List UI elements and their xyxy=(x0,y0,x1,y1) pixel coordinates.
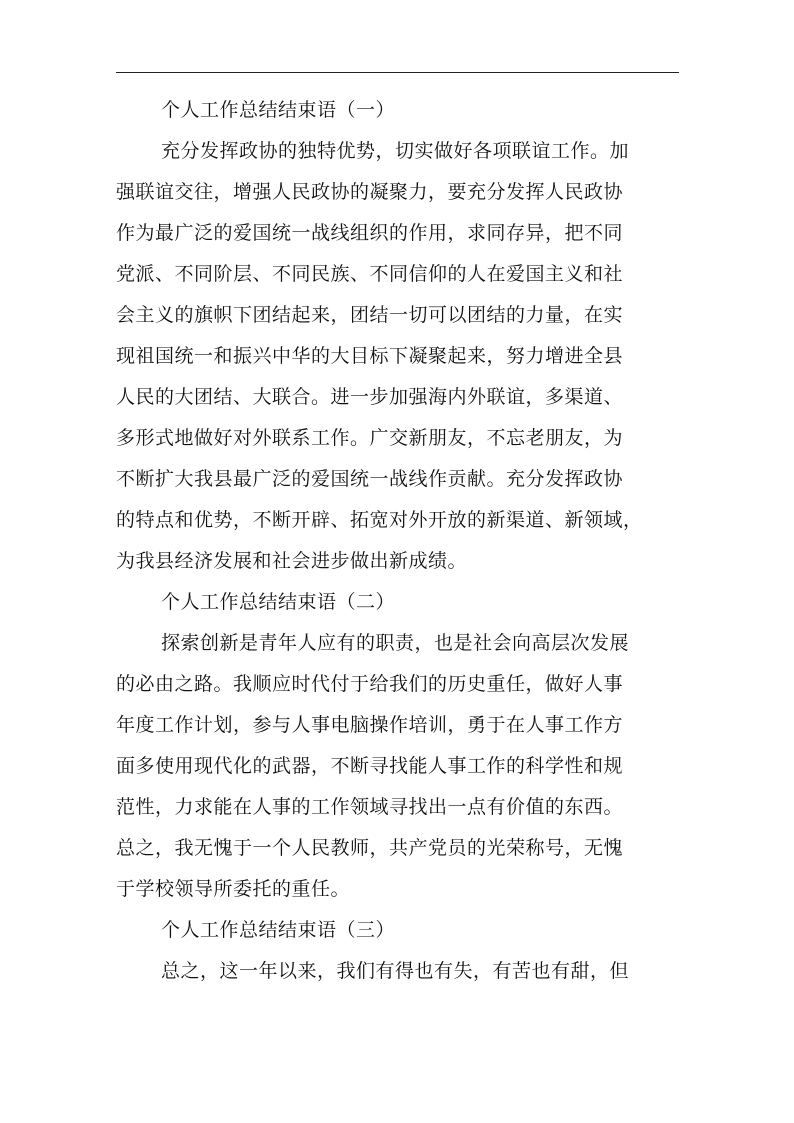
paragraph-2-line: 范性，力求能在人事的工作领域寻找出一点有价值的东西。 xyxy=(116,796,624,818)
paragraph-1-line: 多形式地做好对外联系工作。广交新朋友，不忘老朋友，为 xyxy=(116,427,624,449)
paragraph-1-line: 党派、不同阶层、不同民族、不同信仰的人在爱国主义和社 xyxy=(116,263,624,285)
paragraph-1-line: 充分发挥政协的独特优势，切实做好各项联谊工作。加 xyxy=(161,140,630,162)
paragraph-2-line: 的必由之路。我顺应时代付于给我们的历史重任，做好人事 xyxy=(116,673,624,695)
paragraph-2-line: 于学校领导所委托的重任。 xyxy=(116,878,351,900)
document-body xyxy=(116,90,679,992)
paragraph-2-line: 探索创新是青年人应有的职责，也是社会向高层次发展 xyxy=(161,632,630,654)
section-heading-3: 个人工作总结结束语（三） xyxy=(161,919,396,941)
paragraph-1-line: 会主义的旗帜下团结起来，团结一切可以团结的力量，在实 xyxy=(116,304,624,326)
paragraph-1-line: 不断扩大我县最广泛的爱国统一战线作贡献。充分发挥政协 xyxy=(116,468,624,490)
paragraph-1-line: 现祖国统一和振兴中华的大目标下凝聚起来，努力增进全县 xyxy=(116,345,624,367)
section-heading-1: 个人工作总结结束语（一） xyxy=(161,99,396,121)
header-rule xyxy=(116,72,679,73)
paragraph-1-line: 强联谊交往，增强人民政协的凝聚力，要充分发挥人民政协 xyxy=(116,181,624,203)
paragraph-1-line: 作为最广泛的爱国统一战线组织的作用，求同存异，把不同 xyxy=(116,222,624,244)
paragraph-1-line: 人民的大团结、大联合。进一步加强海内外联谊，多渠道、 xyxy=(116,386,624,408)
paragraph-3-line: 总之，这一年以来，我们有得也有失，有苦也有甜，但 xyxy=(161,960,630,982)
paragraph-1-line: 的特点和优势，不断开辟、拓宽对外开放的新渠道、新领域， xyxy=(116,509,643,531)
paragraph-1-line: 为我县经济发展和社会进步做出新成绩。 xyxy=(116,550,468,572)
paragraph-2-line: 年度工作计划，参与人事电脑操作培训，勇于在人事工作方 xyxy=(116,714,624,736)
paragraph-2-line: 面多使用现代化的武器，不断寻找能人事工作的科学性和规 xyxy=(116,755,624,777)
section-heading-2: 个人工作总结结束语（二） xyxy=(161,591,396,613)
paragraph-2-line: 总之，我无愧于一个人民教师，共产党员的光荣称号，无愧 xyxy=(116,837,624,859)
